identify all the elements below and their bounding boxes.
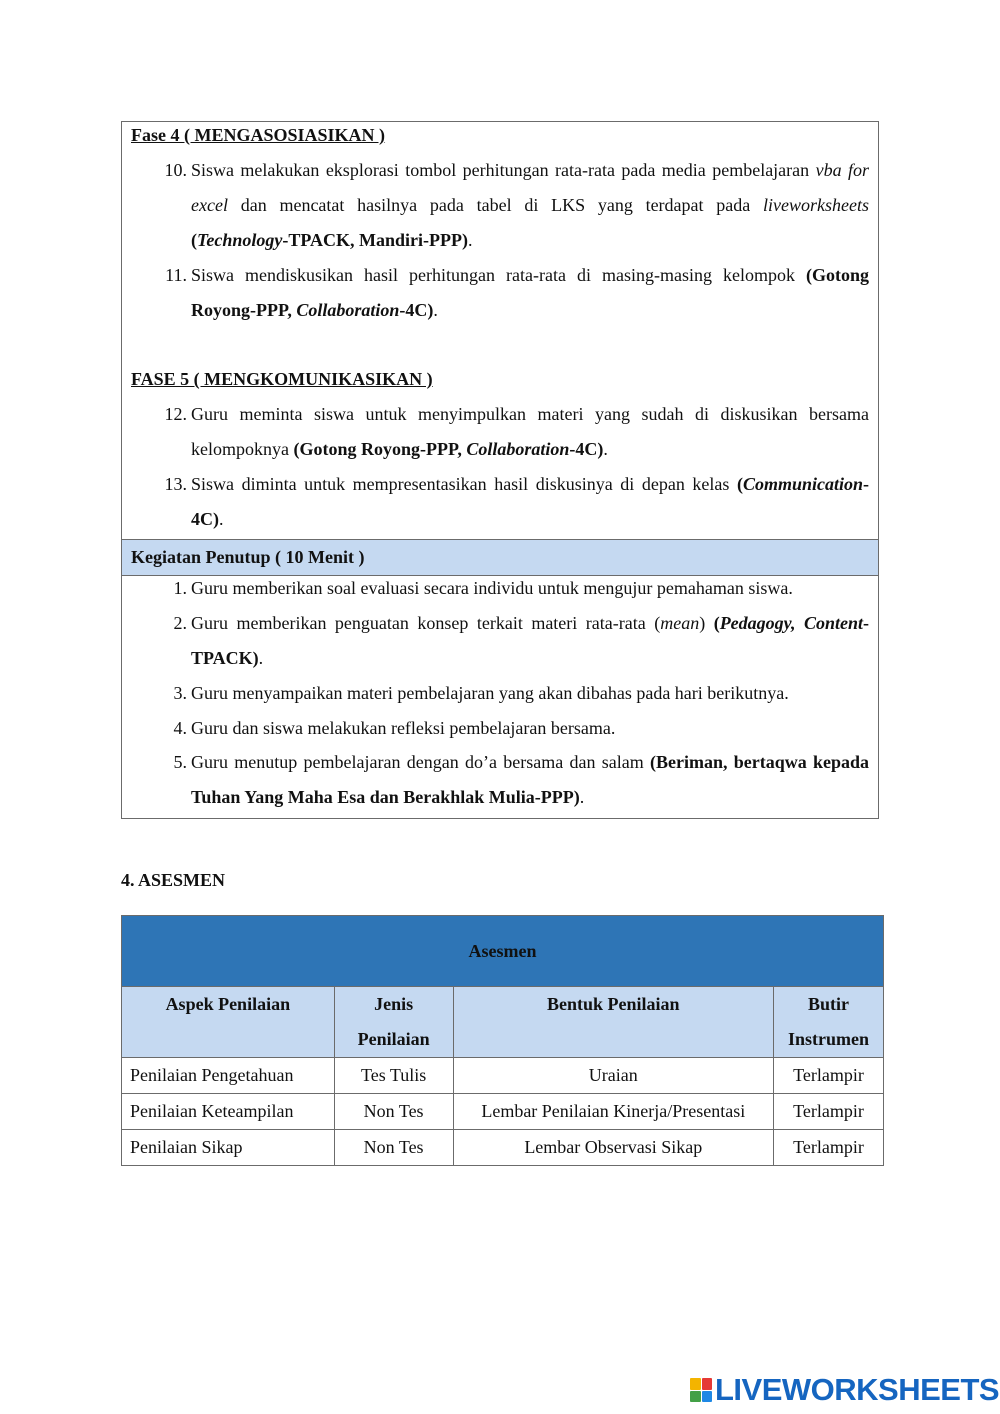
table-row (122, 1130, 884, 1166)
column-header: Jenis Penilaian (334, 987, 453, 1058)
assessment-table-title: Asesmen (122, 916, 884, 987)
table-cell: Terlampir (774, 1058, 884, 1094)
list-item: 1. Guru memberikan soal evaluasi secara individu untuk mengujur pemahaman siswa. (173, 578, 793, 598)
table-cell: Terlampir (774, 1130, 884, 1166)
list-item: 4. Guru dan siswa melakukan refleksi pembelajaran bersama. (173, 718, 616, 738)
table-header-row (122, 987, 884, 1058)
table-row (122, 1094, 884, 1130)
list-item: 5. Guru menutup pembelajaran dengan do’a bersama dan salam (Beriman, bertaqwa kepada Tuhan Yang Maha Esa dan Berakhlak Mulia-PPP). (173, 752, 869, 807)
phase4-title: Fase 4 ( MENGASOSIASIKAN ) (131, 125, 386, 145)
table-cell: Lembar Observasi Sikap (453, 1130, 773, 1166)
table-cell: Non Tes (334, 1094, 453, 1130)
assessment-heading: 4. ASESMEN (121, 870, 226, 890)
table-cell: Lembar Penilaian Kinerja/Presentasi (453, 1094, 773, 1130)
logo-text: LIVEWORKSHEETS (715, 1372, 1000, 1407)
table-cell: Penilaian Keteampilan (122, 1094, 335, 1130)
activity-box (121, 121, 879, 819)
logo-grid-icon (690, 1378, 712, 1402)
table-cell: Penilaian Pengetahuan (122, 1058, 335, 1094)
table-cell: Penilaian Sikap (122, 1130, 335, 1166)
list-item: 3. Guru menyampaikan materi pembelajaran yang akan dibahas pada hari berikutnya. (173, 683, 789, 703)
list-item: 13. Siswa diminta untuk mempresentasikan hasil diskusinya di depan kelas (Communication-4C). (164, 474, 869, 529)
closing-title: Kegiatan Penutup ( 10 Menit ) (131, 547, 365, 567)
table-cell: Tes Tulis (334, 1058, 453, 1094)
table-cell: Non Tes (334, 1130, 453, 1166)
list-item: 11. Siswa mendiskusikan hasil perhitungan rata-rata di masing-masing kelompok (Gotong Royong-PPP, Collaboration-4C). (165, 265, 869, 320)
column-header: Aspek Penilaian (122, 987, 335, 1058)
table-cell: Uraian (453, 1058, 773, 1094)
table-row (122, 1058, 884, 1094)
list-item: 10. Siswa melakukan eksplorasi tombol perhitungan rata-rata pada media pembelajaran vba for excel dan mencatat hasilnya pada tabel di LKS yang terdapat pada liveworksheets (Technology-TPACK, Mandiri-PPP). (164, 160, 869, 250)
list-item: 2. Guru memberikan penguatan konsep terkait materi rata-rata (mean) (Pedagogy, Content-TPACK). (173, 613, 869, 668)
table-cell: Terlampir (774, 1094, 884, 1130)
phase5-title: FASE 5 ( MENGKOMUNIKASIKAN ) (131, 369, 433, 389)
column-header: Bentuk Penilaian (453, 987, 773, 1058)
liveworksheets-logo (690, 1374, 999, 1406)
column-header: Butir Instrumen (774, 987, 884, 1058)
assessment-table (121, 915, 884, 1166)
list-item: 12. Guru meminta siswa untuk menyimpulkan materi yang sudah di diskusikan bersama kelompoknya (Gotong Royong-PPP, Collaboration-4C). (164, 404, 869, 459)
